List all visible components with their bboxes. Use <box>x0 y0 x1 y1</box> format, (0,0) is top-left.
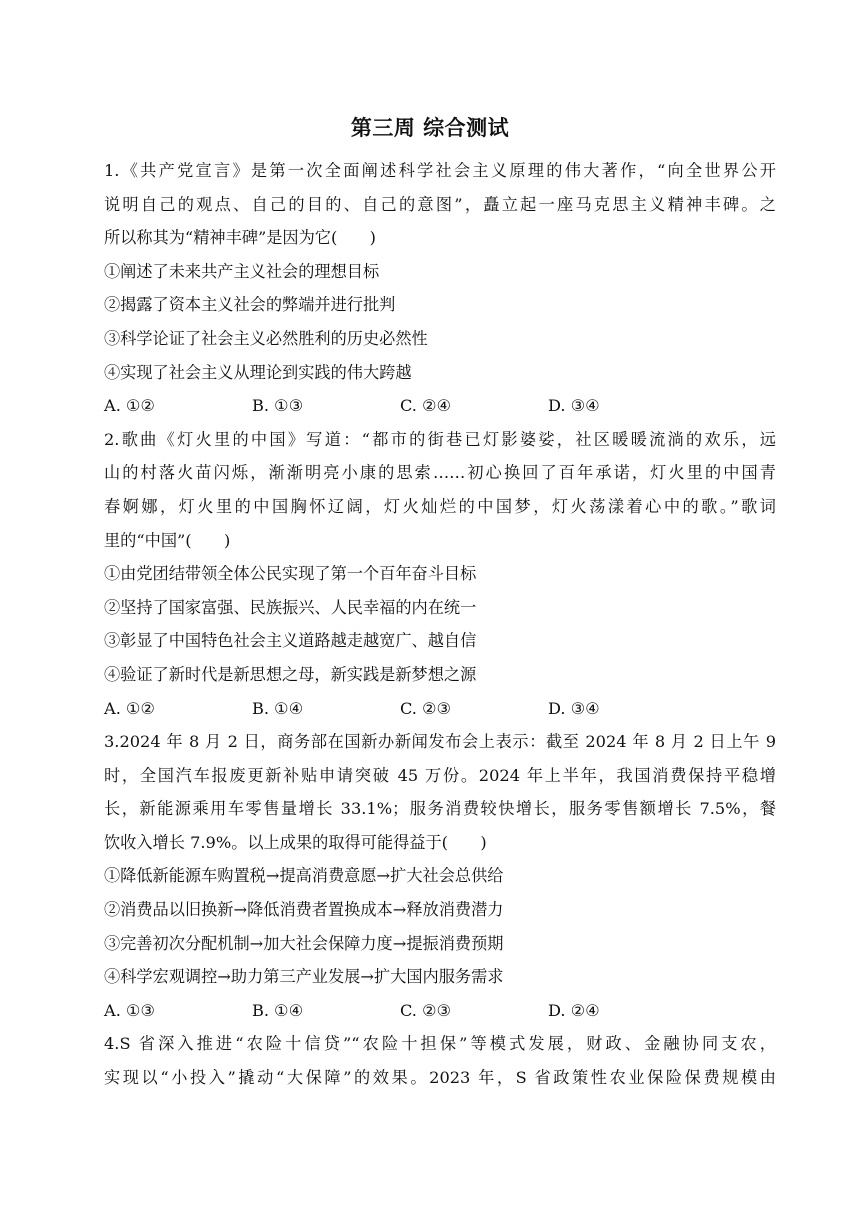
question-stem-line: 1.《共产党宣言》是第一次全面阐述科学社会主义原理的伟大著作，“向全世界公开 <box>104 161 776 180</box>
question-stem-line: 4.S 省深入推进“农险十信贷”“农险十担保”等模式发展，财政、金融协同支农， <box>104 1034 776 1054</box>
option-b[interactable]: B. ①④ <box>252 1000 304 1020</box>
question-1 <box>104 154 776 423</box>
option-b[interactable]: B. ①④ <box>252 698 304 718</box>
question-stem-line: 说明自己的观点、自己的目的、自己的意图”，矗立起一座马克思主义精神丰碑。之 <box>104 194 776 214</box>
statement-4: ④实现了社会主义从理论到实践的伟大跨越 <box>104 362 412 382</box>
statement-2: ②消费品以旧换新→降低消费者置换成本→释放消费潜力 <box>104 900 504 920</box>
statement-2: ②揭露了资本主义社会的弊端并进行批判 <box>104 295 396 315</box>
option-c[interactable]: C. ②③ <box>400 698 452 718</box>
statement-1: ①由党团结带领全体公民实现了第一个百年奋斗目标 <box>104 564 477 584</box>
answer-options <box>104 389 776 423</box>
answer-options <box>104 692 776 726</box>
option-d[interactable]: D. ③④ <box>548 698 600 718</box>
statement-3: ③科学论证了社会主义必然胜利的历史必然性 <box>104 328 428 348</box>
statement-1: ①阐述了未来共产主义社会的理想目标 <box>104 261 380 281</box>
statement-3: ③彰显了中国特色社会主义道路越走越宽广、越自信 <box>104 631 477 651</box>
option-a[interactable]: A. ①② <box>104 396 156 416</box>
question-stem-line: 春婀娜，灯火里的中国胸怀辽阔，灯火灿烂的中国梦，灯火荡漾着心中的歌。”歌词 <box>104 496 776 516</box>
option-b[interactable]: B. ①③ <box>252 396 304 416</box>
page-title: 第三周 综合测试 <box>350 116 510 140</box>
option-d[interactable]: D. ③④ <box>548 396 600 416</box>
question-stem-line: 山的村落火苗闪烁，渐渐明亮小康的思索……初心换回了百年承诺，灯火里的中国青 <box>104 463 776 483</box>
statement-3: ③完善初次分配机制→加大社会保障力度→提振消费预期 <box>104 933 504 953</box>
option-c[interactable]: C. ②③ <box>400 1000 452 1020</box>
statement-2: ②坚持了国家富强、民族振兴、人民幸福的内在统一 <box>104 597 477 617</box>
question-stem-line: 长，新能源乘用车零售量增长 33.1%；服务消费较快增长，服务零售额增长 7.5%，餐 <box>104 799 776 819</box>
question-list <box>104 154 776 1095</box>
question-stem-line: 实现以“小投入”撬动“大保障”的效果。2023 年，S 省政策性农业保险保费规模由 <box>104 1068 776 1088</box>
question-stem-line: 饮收入增长 7.9%。以上成果的取得可能得益于( ) <box>104 832 487 852</box>
statement-4: ④科学宏观调控→助力第三产业发展→扩大国内服务需求 <box>104 967 504 987</box>
question-3 <box>104 725 776 1027</box>
statement-1: ①降低新能源车购置税→提高消费意愿→扩大社会总供给 <box>104 866 504 886</box>
option-d[interactable]: D. ②④ <box>548 1000 600 1020</box>
question-2 <box>104 423 776 725</box>
question-stem-line: 2.歌曲《灯火里的中国》写道：“都市的街巷已灯影婆娑，社区暖暖流淌的欢乐，远 <box>104 429 776 449</box>
option-a[interactable]: A. ①② <box>104 698 156 718</box>
question-stem-line: 里的“中国”( ) <box>104 530 231 550</box>
option-c[interactable]: C. ②④ <box>400 396 452 416</box>
question-4 <box>104 1027 776 1094</box>
option-a[interactable]: A. ①③ <box>104 1000 156 1020</box>
answer-options <box>104 994 776 1028</box>
question-stem-line: 时，全国汽车报废更新补贴申请突破 45 万份。2024 年上半年，我国消费保持平稳增 <box>104 765 776 785</box>
question-stem-line: 所以称其为“精神丰碑”是因为它( ) <box>104 228 376 248</box>
statement-4: ④验证了新时代是新思想之母，新实践是新梦想之源 <box>104 664 477 684</box>
question-stem-line: 3.2024 年 8 月 2 日，商务部在国新办新闻发布会上表示：截至 2024 年 8 月 2 日上午 9 <box>104 732 776 752</box>
